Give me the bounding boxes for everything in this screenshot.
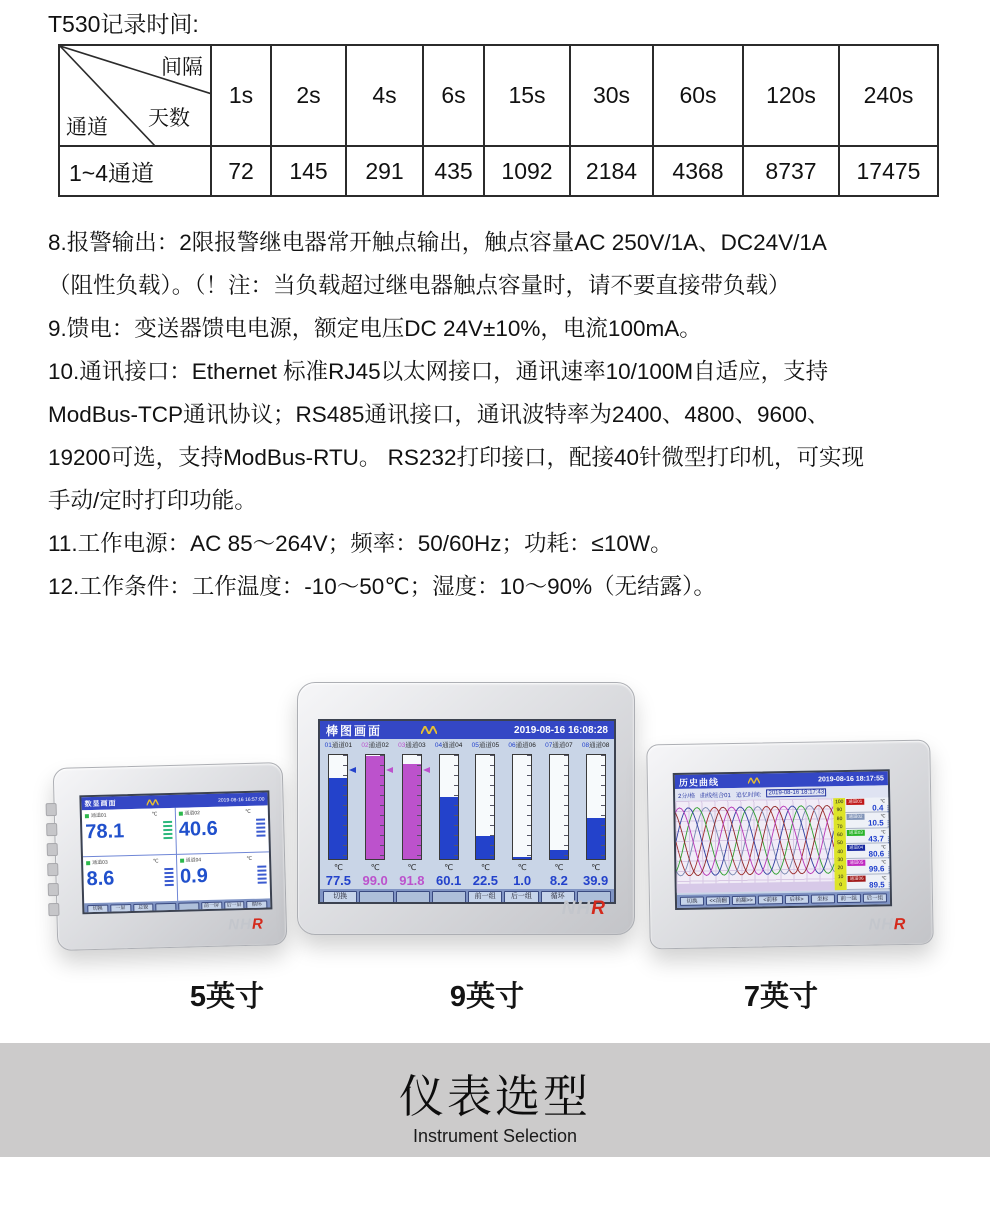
brand-letter: H — [576, 898, 592, 919]
label-5inch: 5英寸 — [189, 981, 265, 1013]
channel-number: 03 — [398, 742, 406, 749]
scale-tick-label: 50 — [837, 840, 843, 847]
screen-button: 后一组 — [504, 891, 538, 903]
curve-channel-row — [847, 874, 893, 890]
scale-tick-label: 90 — [836, 807, 843, 814]
bar-value: 91.8 — [399, 873, 425, 888]
channel-value-panel — [845, 797, 892, 890]
days-value-cell: 4368 — [653, 146, 743, 196]
channel-name: 通道04 — [442, 742, 463, 749]
curve-channel-row — [846, 843, 892, 859]
bar-ticks — [601, 755, 605, 859]
time-axis-strip — [677, 881, 835, 893]
interval-header: 1s — [211, 45, 271, 146]
channel-name: 通道06 — [515, 742, 536, 749]
corner-label-days: 天数 — [148, 107, 190, 130]
history-curve-chart — [675, 798, 835, 893]
bar-column — [541, 751, 578, 863]
channel-value: 0.4 — [872, 803, 884, 813]
banner-subtitle: Instrument Selection — [412, 1126, 578, 1146]
screen-title: 数显画面 — [84, 799, 117, 808]
bar-ticks — [527, 755, 531, 859]
display-quadrant — [83, 855, 177, 903]
days-value-cell: 2184 — [570, 146, 653, 196]
record-time-title: T530记录时间: — [48, 11, 199, 37]
label-9inch: 9英寸 — [449, 981, 525, 1013]
spec-line: 12.工作条件：工作温度：-10～50℃；湿度：10～90%（无结露）。 — [48, 574, 716, 599]
channel-name: 通道02 — [184, 810, 201, 817]
alarm-marker — [386, 767, 393, 773]
bar-value: 60.1 — [435, 873, 462, 888]
screen-timestamp: 2019-08-16 16:57:00 — [217, 796, 265, 804]
banner-title: 仪表选型 — [398, 1071, 591, 1122]
bar-unit: ℃ — [517, 863, 527, 872]
scale-tick-label: 70 — [836, 823, 843, 831]
bar-track — [328, 754, 348, 860]
brand-letter: R — [893, 915, 907, 934]
interval-header: 15s — [484, 45, 570, 146]
bar-column — [577, 751, 614, 863]
level-bar — [256, 826, 265, 828]
channel-unit: ℃ — [880, 828, 886, 835]
spec-line: 10.通讯接口：Ethernet 标准RJ45以太网接口，通讯速率10/100M自适应，支持 — [48, 359, 829, 384]
screen-button: 一屏 — [110, 904, 131, 914]
display-quadrant — [176, 852, 270, 900]
device-9inch-screen — [318, 719, 616, 904]
channel-name: 通道03 — [405, 742, 426, 749]
interval-header: 2s — [271, 45, 346, 146]
connector-fin — [48, 903, 59, 916]
curve-channel-row — [846, 828, 892, 844]
channel-number: 01 — [324, 742, 332, 749]
bar-value: 39.9 — [582, 873, 609, 888]
screen-button: <前移 — [758, 895, 782, 904]
mini-bar — [888, 853, 892, 854]
brand-letter: H — [239, 915, 253, 934]
mini-bar — [888, 871, 892, 872]
channel-value: 89.5 — [869, 879, 885, 890]
days-value-cell: 291 — [346, 146, 423, 196]
mini-bar — [888, 821, 892, 822]
level-indicator — [256, 818, 265, 836]
channel-value: 8.6 — [86, 867, 115, 891]
level-bar — [164, 884, 173, 886]
screen-button-blank — [396, 891, 430, 903]
bar-unit: ℃ — [591, 863, 601, 872]
bar-channel-label — [504, 740, 541, 751]
mini-bar — [889, 888, 892, 889]
channel-unit: ℃ — [881, 874, 887, 881]
screen-button-blank — [432, 891, 466, 903]
brand-letter: N — [228, 916, 241, 934]
screen-button: <<前翻 — [706, 896, 730, 905]
bar-track — [549, 754, 569, 860]
nhr-wave-logo-icon — [421, 726, 437, 734]
mini-bar — [888, 840, 892, 841]
bar-channel-label — [467, 740, 504, 751]
brand-letter: R — [591, 898, 606, 919]
screen-button: 后移> — [784, 895, 808, 904]
channel-name-chip: 通道06 — [848, 875, 866, 881]
level-bar — [163, 825, 172, 827]
mini-level-indicator — [887, 805, 891, 812]
level-bar — [256, 834, 265, 836]
channel-name: 通道04 — [185, 857, 202, 864]
screen-title: 棒图画面 — [326, 723, 383, 738]
screen-button: 切换 — [680, 897, 704, 906]
trend-curves — [675, 798, 834, 883]
recall-time-value: 2019-08-16 18:17:43 — [766, 788, 826, 797]
bar-track — [439, 754, 459, 860]
channel-number: 08 — [581, 742, 590, 749]
spec-paragraphs — [48, 221, 953, 608]
screen-button-blank — [155, 903, 176, 913]
device-5inch-screen — [79, 790, 272, 914]
level-bar — [257, 869, 266, 871]
table-corner-cell — [59, 45, 211, 146]
brand-letter: H — [881, 916, 895, 934]
recall-time-label: 追忆时间: — [735, 791, 762, 799]
terminal-connectors — [54, 763, 282, 769]
alarm-marker — [349, 767, 356, 773]
channel-name: 通道07 — [552, 742, 573, 749]
level-bar — [164, 876, 173, 878]
bar-value: 22.5 — [472, 873, 499, 888]
bar-ticks — [417, 755, 421, 859]
bar-value: 99.0 — [362, 873, 388, 888]
curve-channel-row — [845, 813, 892, 829]
screen-button: 切换 — [323, 891, 357, 903]
label-7inch: 7英寸 — [743, 981, 819, 1013]
channel-value: 99.6 — [868, 864, 885, 874]
mini-bar — [889, 884, 892, 885]
mini-bar — [888, 855, 892, 856]
days-value-cell: 435 — [423, 146, 484, 196]
channel-status-dot — [180, 858, 184, 862]
brand-letter: R — [251, 915, 265, 933]
mini-bar — [888, 869, 892, 870]
bar-channel-label — [357, 740, 394, 751]
level-bar — [256, 822, 265, 824]
screen-titlebar — [320, 721, 614, 739]
curve-group: 曲线组合01 — [700, 792, 731, 800]
bar-channel-label — [541, 740, 578, 751]
connector-fin — [46, 823, 57, 836]
channel-unit: ℃ — [880, 813, 886, 819]
connector-fin — [47, 843, 58, 856]
bar-track — [512, 754, 532, 860]
interval-header: 120s — [743, 45, 839, 146]
days-value-cell: 72 — [211, 146, 271, 196]
curve-channel-row — [845, 797, 892, 813]
bar-column — [357, 751, 394, 863]
bar-unit: ℃ — [333, 863, 343, 872]
screen-title: 历史曲线 — [678, 776, 719, 788]
scale-tick-label: 0 — [839, 882, 843, 889]
brand-letter: N — [561, 898, 577, 919]
channel-name-chip: 通道05 — [847, 860, 865, 866]
days-value-cell: 1092 — [484, 146, 570, 196]
bar-ticks — [380, 755, 384, 859]
channel-value: 43.7 — [868, 834, 884, 844]
bar-unit: ℃ — [554, 863, 564, 872]
spec-line: 11.工作电源：AC 85～264V；频率：50/60Hz；功耗：≤10W。 — [48, 531, 673, 556]
screen-button: 切换 — [87, 905, 108, 915]
screen-button: 总貌 — [133, 903, 154, 913]
level-bar — [258, 881, 267, 883]
scale-tick-label: 40 — [837, 848, 843, 855]
level-bar — [163, 829, 172, 831]
level-bar — [258, 877, 267, 879]
level-indicator — [164, 868, 173, 886]
mini-bar — [887, 807, 891, 808]
display-quadrant — [175, 805, 269, 853]
bar-value: 8.2 — [549, 873, 568, 888]
channel-unit: ℃ — [245, 808, 251, 815]
channel-name-chip: 通道04 — [847, 845, 865, 851]
bar-channel-label — [430, 740, 467, 751]
screen-button: 后一屏 — [224, 901, 245, 911]
bar-value: 1.0 — [513, 873, 532, 888]
mini-bar — [888, 867, 892, 868]
level-indicator — [163, 821, 172, 839]
device-7inch — [646, 740, 934, 950]
screen-button: 后一组 — [863, 893, 887, 902]
channel-number: 04 — [434, 742, 443, 749]
connector-fin — [46, 803, 57, 816]
channel-unit: ℃ — [246, 855, 253, 862]
screen-button: 前一组 — [468, 891, 502, 903]
mini-bar — [888, 836, 892, 837]
bar-unit: ℃ — [480, 863, 490, 872]
scale-tick-label: 10 — [837, 873, 844, 880]
channel-name: 通道05 — [478, 742, 500, 749]
level-bar — [164, 872, 173, 874]
bar-track — [475, 754, 495, 860]
scale-tick-label: 60 — [837, 832, 843, 839]
bar-column — [394, 751, 431, 863]
mini-bar — [888, 825, 892, 826]
mini-bar — [889, 886, 892, 887]
level-bar — [257, 873, 266, 875]
level-bar — [256, 830, 265, 832]
display-quadrant — [82, 808, 176, 856]
bar-unit: ℃ — [407, 863, 417, 872]
channel-value: 0.9 — [179, 865, 209, 888]
interval-header: 30s — [570, 45, 653, 146]
bar-ticks — [490, 755, 494, 859]
channel-status-dot — [86, 861, 90, 865]
channel-name: 通道01 — [90, 812, 107, 820]
nhr-brand-logo — [869, 916, 907, 935]
level-indicator — [257, 865, 266, 883]
screen-button-blank — [359, 891, 393, 903]
brand-letter: N — [868, 916, 882, 934]
mini-bar — [888, 851, 892, 852]
mini-bar — [887, 805, 891, 806]
channel-name-chip: 通道03 — [847, 829, 865, 835]
bar-track — [402, 754, 422, 860]
level-bar — [163, 833, 172, 835]
screen-timestamp: 2019-08-16 16:08:28 — [514, 724, 608, 736]
days-value-cell: 8737 — [743, 146, 839, 196]
interval-header: 60s — [653, 45, 743, 146]
spec-line: ModBus-TCP通讯协议；RS485通讯接口，通讯波特率为2400、4800、9600、 — [48, 402, 830, 427]
scale-tick-label: 80 — [836, 815, 843, 822]
mini-level-indicator — [888, 836, 892, 843]
channel-status-dot — [85, 814, 89, 818]
time-per-grid: 2分/格 — [678, 793, 696, 800]
bar-track — [586, 754, 606, 860]
trend-curve — [675, 805, 834, 876]
channel-value: 78.1 — [85, 820, 125, 844]
interval-header: 4s — [346, 45, 423, 146]
bar-column — [504, 751, 541, 863]
bar-ticks — [343, 755, 347, 859]
screen-timestamp: 2019-08-16 18:17:55 — [818, 774, 884, 783]
channel-name-chip: 通道01 — [846, 799, 864, 805]
nhr-wave-logo-icon — [748, 778, 760, 784]
bar-ticks — [564, 755, 568, 859]
mini-level-indicator — [888, 851, 892, 858]
days-value-cell: 17475 — [839, 146, 938, 196]
channel-unit: ℃ — [881, 859, 887, 865]
spec-line: 19200可选，支持ModBus-RTU。 RS232打印接口，配接40针微型打印机，可实现 — [48, 445, 865, 470]
bar-unit: ℃ — [444, 863, 454, 872]
channel-number: 02 — [361, 742, 369, 749]
channel-number: 05 — [471, 742, 479, 749]
channel-unit: ℃ — [151, 810, 158, 817]
mini-bar — [888, 823, 892, 824]
scale-tick-label: 100 — [835, 799, 844, 806]
bar-column — [430, 751, 467, 863]
connector-fin — [48, 883, 59, 896]
channel-value: 10.5 — [867, 818, 884, 828]
bar-column — [467, 751, 504, 863]
table-row-label: 1~4通道 — [59, 146, 211, 196]
days-value-cell: 145 — [271, 146, 346, 196]
bar-value: 77.5 — [325, 873, 352, 888]
mini-bar — [888, 838, 892, 839]
level-bar — [163, 821, 172, 823]
spec-line: （阻性负载）。（！注：当负载超过继电器触点容量时，请不要直接带负载） — [48, 273, 791, 298]
corner-label-channel: 通道 — [66, 116, 108, 139]
channel-name: 通道08 — [589, 742, 610, 749]
bar-unit: ℃ — [370, 863, 380, 872]
mini-level-indicator — [888, 821, 892, 828]
curve-channel-row — [846, 859, 892, 875]
channel-name-chip: 通道02 — [846, 814, 864, 820]
bar-column — [320, 751, 357, 863]
channel-value: 80.6 — [868, 849, 885, 859]
interval-header: 240s — [839, 45, 938, 146]
mini-bar — [889, 882, 892, 883]
corner-label-interval: 间隔 — [161, 56, 203, 79]
spec-line: 手动/定时打印功能。 — [48, 488, 257, 513]
level-bar — [164, 868, 173, 870]
scale-tick-label: 20 — [837, 865, 844, 872]
screen-button: 循环 — [246, 900, 267, 910]
channel-value: 40.6 — [178, 817, 219, 841]
scale-tick-label: 30 — [837, 857, 844, 864]
nhr-wave-logo-icon — [146, 799, 158, 805]
bar-track — [365, 754, 385, 860]
channel-name: 通道01 — [331, 742, 353, 749]
device-9inch — [297, 682, 635, 935]
mini-level-indicator — [889, 882, 892, 889]
alarm-marker — [423, 767, 430, 773]
spec-line: 9.馈电：变送器馈电电源，额定电压DC 24V±10%，电流100mA。 — [48, 316, 702, 341]
screen-button: 前翻>> — [732, 896, 756, 905]
bar-ticks — [454, 755, 458, 859]
level-bar — [256, 818, 265, 820]
screen-button: 循环 — [541, 891, 575, 903]
record-time-table — [58, 44, 939, 197]
nhr-brand-logo — [228, 916, 264, 934]
level-bar — [163, 837, 172, 839]
bar-channel-label — [320, 740, 357, 751]
channel-name: 通道02 — [368, 742, 389, 749]
channel-number: 07 — [545, 742, 553, 749]
device-5inch — [53, 762, 288, 951]
screen-button: 坐标 — [811, 894, 835, 903]
connector-fin — [47, 863, 58, 876]
section-banner — [0, 1043, 990, 1157]
channel-name: 通道03 — [92, 859, 108, 867]
mini-bar — [887, 809, 891, 810]
level-bar — [257, 865, 266, 867]
bar-channel-label — [394, 740, 431, 751]
level-bar — [164, 880, 173, 882]
channel-unit: ℃ — [880, 844, 887, 850]
channel-unit: ℃ — [152, 857, 159, 864]
nhr-brand-logo — [562, 898, 606, 920]
screen-button: 前一屏 — [201, 902, 222, 912]
mini-level-indicator — [888, 867, 892, 874]
screen-button-blank — [178, 902, 199, 912]
device-7inch-screen — [673, 769, 892, 910]
channel-unit: ℃ — [880, 798, 886, 804]
channel-status-dot — [178, 811, 182, 815]
spec-line: 8.报警输出：2限报警继电器常开触点输出，触点容量AC 250V/1A、DC24V/1A — [48, 230, 827, 255]
screen-button: 前一组 — [837, 894, 861, 903]
interval-header: 6s — [423, 45, 484, 146]
channel-number: 06 — [508, 742, 516, 749]
bar-channel-label — [577, 740, 614, 751]
